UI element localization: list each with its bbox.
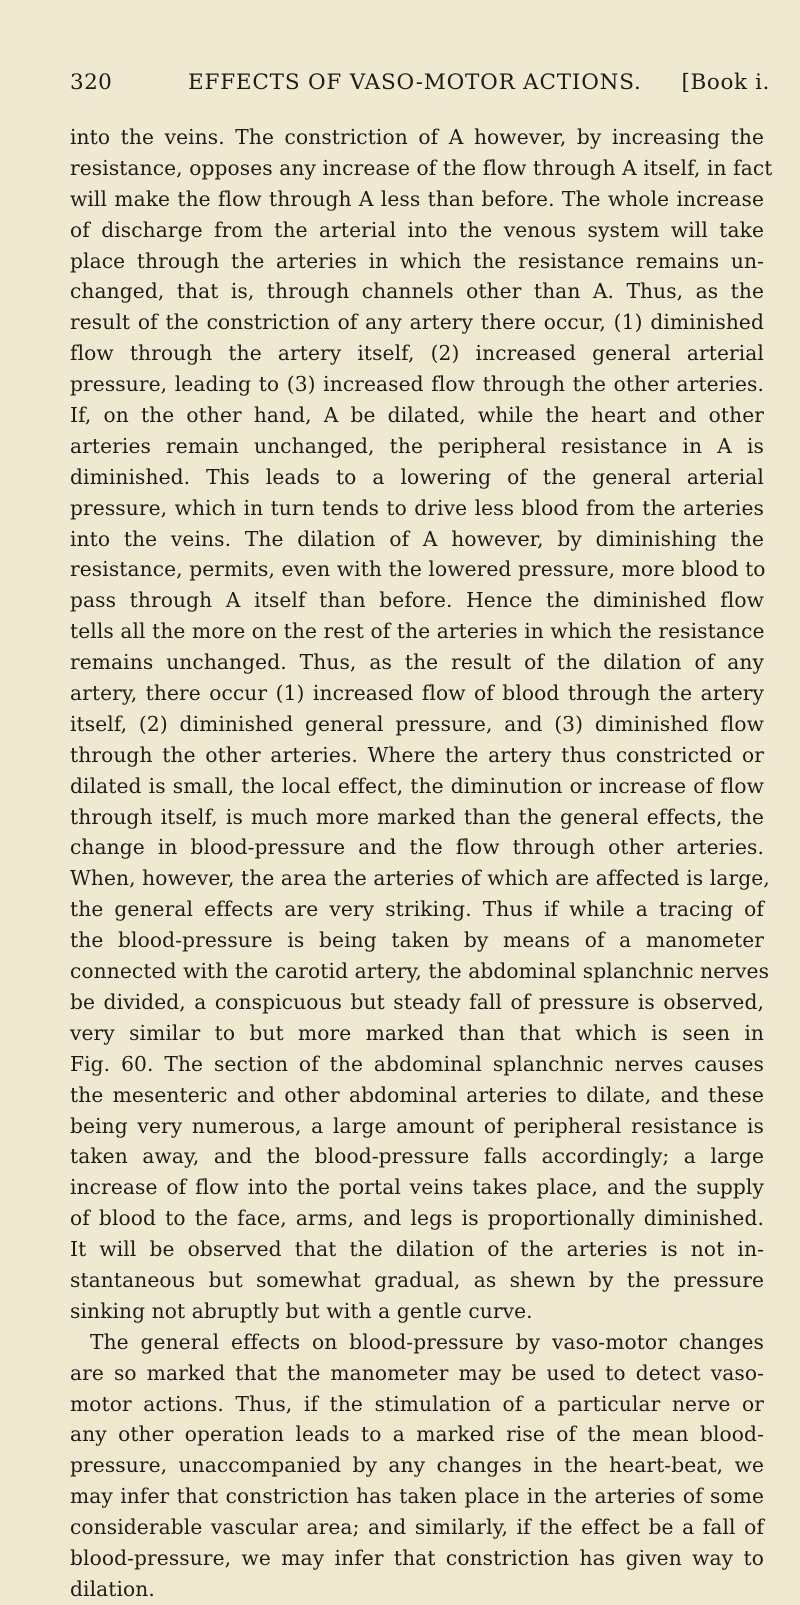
text-line: may infer that constriction has taken place in the arteries of some	[70, 1484, 764, 1509]
text-line: through the other arteries. Where the artery thus constricted or	[70, 742, 764, 767]
text-line: taken away, and the blood-pressure falls accordingly; a large	[70, 1144, 764, 1169]
text-line: the mesenteric and other abdominal arteries to dilate, and these	[70, 1082, 764, 1107]
text-line: any other operation leads to a marked rise of the mean blood-	[70, 1422, 764, 1447]
body-text	[70, 122, 773, 1605]
book-marker: [Book i.	[681, 70, 770, 95]
text-line: connected with the carotid artery, the abdominal splanchnic nerves	[70, 959, 770, 984]
text-line: very similar to but more marked than that which is seen in	[70, 1020, 764, 1045]
text-line: are so marked that the manometer may be used to detect vaso-	[70, 1360, 764, 1385]
text-line: blood-pressure, we may infer that constriction has given way to	[70, 1545, 764, 1570]
text-line: considerable vascular area; and similarly, if the effect be a fall of	[70, 1515, 764, 1540]
text-line: dilated is small, the local effect, the diminution or increase of flow	[70, 773, 764, 798]
text-line: resistance, permits, even with the lowered pressure, more blood to	[70, 557, 766, 582]
text-line: pass through A itself than before. Hence the diminished flow	[70, 588, 764, 613]
text-line: the blood-pressure is being taken by means of a manometer	[70, 928, 764, 953]
text-line: the general effects are very striking. Thus if while a tracing of	[70, 897, 764, 922]
text-line: into the veins. The constriction of A however, by increasing the	[70, 125, 764, 149]
text-line: will make the flow through A less than before. The whole increase	[70, 186, 764, 211]
text-line: When, however, the area the arteries of which are affected is large,	[70, 866, 770, 891]
text-line: flow through the artery itself, (2) increased general arterial	[70, 341, 764, 366]
text-line: motor actions. Thus, if the stimulation of a particular nerve or	[70, 1391, 764, 1416]
text-line: being very numerous, a large amount of peripheral resistance is	[70, 1113, 764, 1138]
text-line: The general effects on blood-pressure by vaso-motor changes	[90, 1329, 764, 1354]
text-line: resistance, opposes any increase of the flow through A itself, in fact	[70, 155, 773, 180]
text-line: arteries remain unchanged, the peripheral resistance in A is	[70, 433, 764, 458]
text-line: of discharge from the arterial into the venous system will take	[70, 217, 764, 242]
text-line: If, on the other hand, A be dilated, while the heart and other	[70, 403, 764, 428]
text-line: tells all the more on the rest of the arteries in which the resistance	[70, 619, 765, 644]
text-line: diminished. This leads to a lowering of the general arterial	[70, 464, 764, 489]
text-line: be divided, a conspicuous but steady fall of pressure is observed,	[70, 989, 764, 1014]
text-line: dilation.	[70, 1576, 155, 1601]
text-line: through itself, is much more marked than the general effects, the	[70, 804, 764, 829]
text-line: sinking not abruptly but with a gentle curve.	[70, 1298, 533, 1323]
text-line: change in blood-pressure and the flow through other arteries.	[70, 835, 764, 860]
running-header	[70, 63, 770, 103]
text-line: of blood to the face, arms, and legs is proportionally diminished.	[70, 1206, 764, 1231]
text-line: pressure, unaccompanied by any changes in the heart-beat, we	[70, 1453, 764, 1478]
text-line: increase of flow into the portal veins takes place, and the supply	[70, 1175, 764, 1200]
text-line: into the veins. The dilation of A however, by diminishing the	[70, 526, 764, 551]
text-line: place through the arteries in which the resistance remains un-	[70, 248, 764, 273]
text-line: remains unchanged. Thus, as the result of the dilation of any	[70, 650, 764, 675]
running-title: EFFECTS OF VASO-MOTOR ACTIONS.	[188, 70, 642, 95]
text-line: pressure, which in turn tends to drive less blood from the arteries	[70, 495, 764, 520]
text-line: pressure, leading to (3) increased flow through the other arteries.	[70, 372, 764, 397]
text-line: stantaneous but somewhat gradual, as shewn by the pressure	[70, 1267, 764, 1292]
text-line: result of the constriction of any artery there occur, (1) diminished	[70, 310, 764, 335]
page-number: 320	[70, 70, 113, 95]
text-line: Fig. 60. The section of the abdominal splanchnic nerves causes	[70, 1051, 764, 1076]
text-line: It will be observed that the dilation of the arteries is not in-	[70, 1237, 764, 1262]
text-line: changed, that is, through channels other than A. Thus, as the	[70, 279, 764, 304]
text-line: artery, there occur (1) increased flow of blood through the artery	[70, 681, 764, 706]
text-line: itself, (2) diminished general pressure, and (3) diminished flow	[70, 711, 764, 736]
